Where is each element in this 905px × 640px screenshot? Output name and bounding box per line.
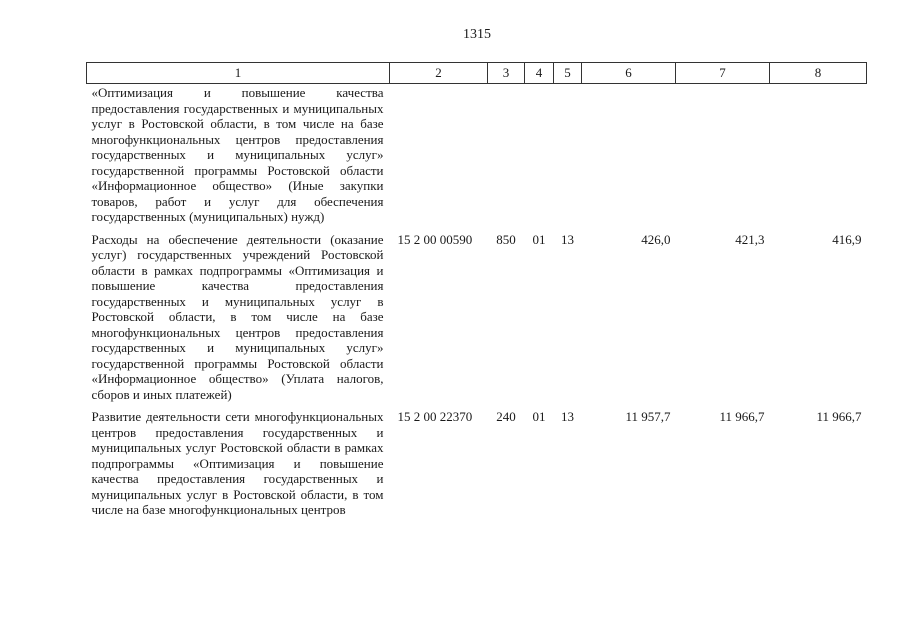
row-subsection: 13 bbox=[561, 231, 574, 247]
column-header: 2 bbox=[390, 63, 488, 84]
row-expense-type: 850 bbox=[496, 231, 516, 247]
row-subsection: 13 bbox=[561, 409, 574, 424]
page-number: 1315 bbox=[463, 27, 491, 42]
table-row bbox=[87, 409, 867, 525]
row-amount-col6: 426,0 bbox=[641, 231, 671, 247]
row-subsection bbox=[554, 84, 582, 232]
row-amount-col8 bbox=[770, 84, 867, 232]
column-header: 1 bbox=[87, 63, 390, 84]
row-target-code bbox=[390, 84, 488, 232]
row-description: Развитие деятельности сети многофункциональных центров предоставления государственных и муниципальных услуг Ростовской области в рамках подпрограммы «Оптимизация и повышение качества предоставления государственных и муниципальных услуг в Ростовской области, в том числе на базе многофункциональных центров bbox=[91, 409, 384, 517]
row-target-code: 15 2 00 22370 bbox=[397, 409, 473, 424]
row-section: 01 bbox=[532, 231, 546, 247]
row-amount-col8: 416,9 bbox=[832, 231, 862, 247]
column-header: 3 bbox=[488, 63, 525, 84]
row-target-code: 15 2 00 00590 bbox=[397, 231, 473, 247]
table-row bbox=[87, 84, 867, 232]
column-header: 5 bbox=[554, 63, 582, 84]
row-section bbox=[525, 84, 554, 232]
row-amount-col6: 11 957,7 bbox=[625, 409, 671, 424]
row-amount-col7 bbox=[676, 84, 770, 232]
column-header: 4 bbox=[525, 63, 554, 84]
column-header: 6 bbox=[582, 63, 676, 84]
row-section: 01 bbox=[532, 409, 546, 424]
budget-table bbox=[86, 62, 867, 525]
table-header-row bbox=[87, 63, 867, 84]
row-amount-col6 bbox=[582, 84, 676, 232]
table-row bbox=[87, 232, 867, 410]
column-header: 7 bbox=[676, 63, 770, 84]
row-amount-col7: 421,3 bbox=[735, 231, 765, 247]
row-expense-type bbox=[488, 84, 525, 232]
row-amount-col8: 11 966,7 bbox=[816, 409, 862, 424]
row-description: «Оптимизация и повышение качества предоставления государственных и муниципальных услуг в Ростовской области, в том числе на базе многофункциональных центров предоставления государственных и муниципальных услуг» государственной программы Ростовской области «Информационное общество» (Иные закупки товаров, работ и услуг для обеспечения государственных (муниципальных) нужд) bbox=[91, 85, 384, 224]
column-header: 8 bbox=[770, 63, 867, 84]
row-expense-type: 240 bbox=[496, 409, 516, 424]
row-amount-col7: 11 966,7 bbox=[719, 409, 765, 424]
row-description: Расходы на обеспечение деятельности (оказание услуг) государственных учреждений Ростовской области в рамках подпрограммы «Оптимизация и повышение качества предоставления государственных и муниципальных услуг в Ростовской области, в том числе на базе многофункциональных центров предоставления государственных и муниципальных услуг» государственной программы Ростовской области «Информационное общество» (Уплата налогов, сборов и иных платежей) bbox=[91, 231, 384, 402]
